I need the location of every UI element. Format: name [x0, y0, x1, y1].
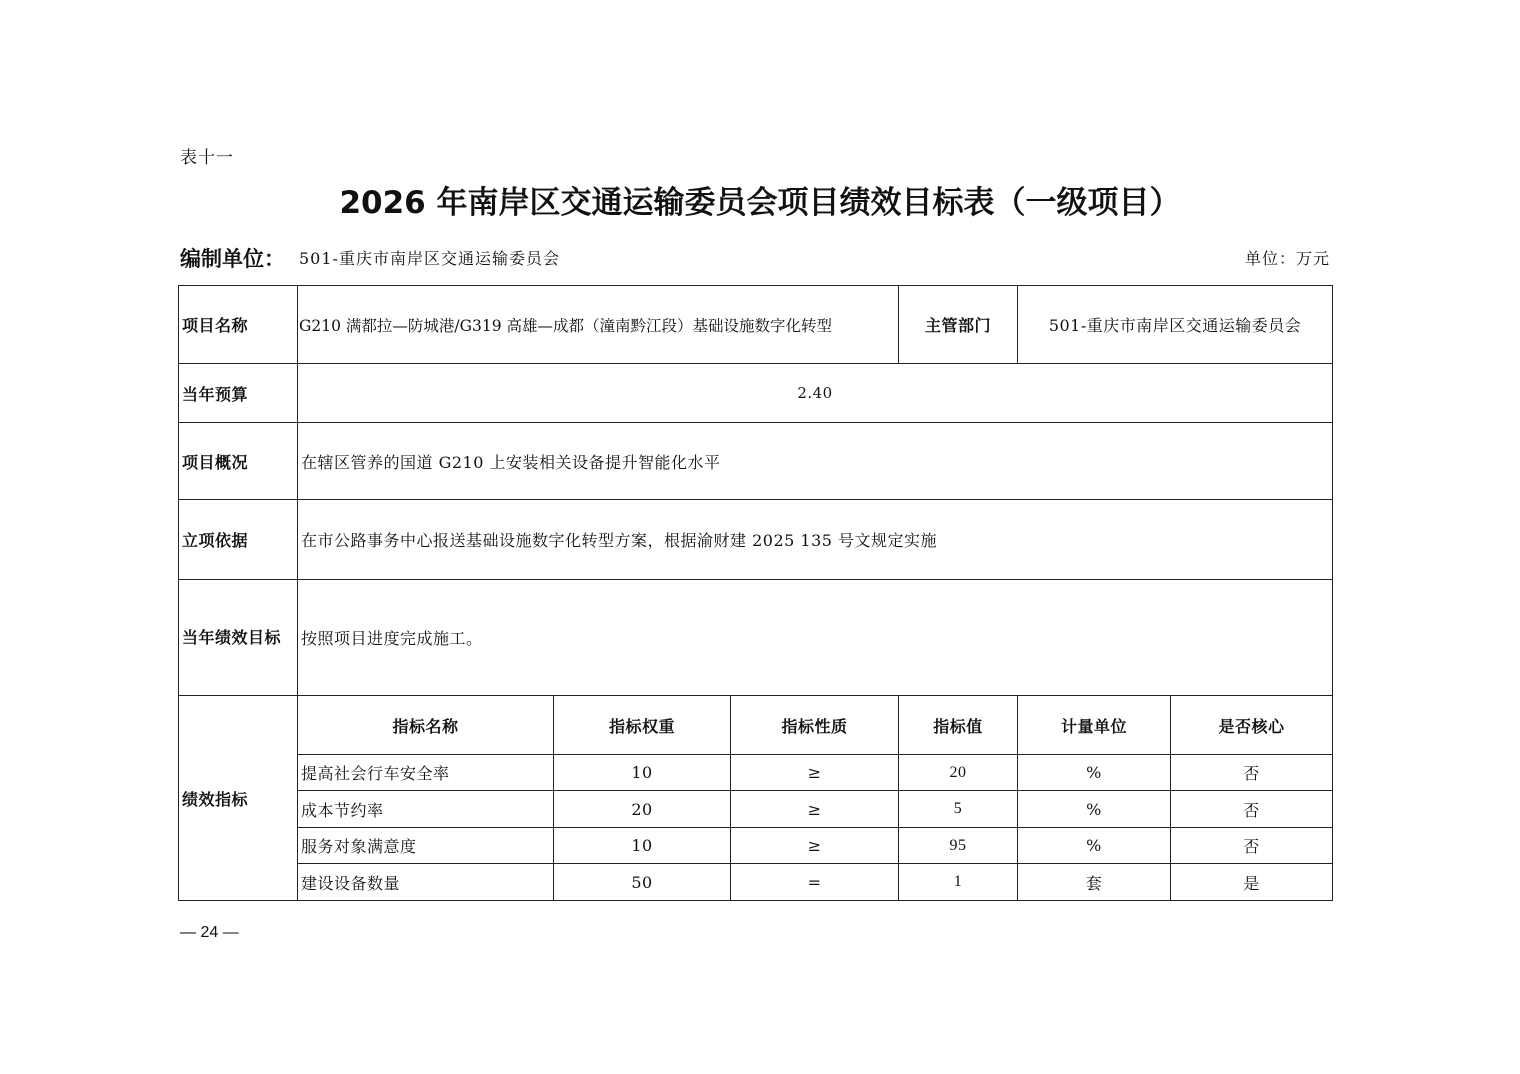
indicator-value: 5	[899, 791, 1018, 828]
column-header: 计量单位	[1018, 696, 1171, 755]
indicator-weight: 10	[554, 755, 731, 791]
currency-unit: 单位：万元	[1244, 249, 1330, 268]
indicator-nature: ≥	[731, 828, 899, 864]
budget-value: 2.40	[298, 364, 1333, 423]
indicator-weight: 10	[554, 828, 731, 864]
indicator-unit: 套	[1018, 864, 1171, 901]
compiler-label: 编制单位：	[180, 246, 285, 271]
dept-value: 501-重庆市南岸区交通运输委员会	[1018, 286, 1333, 364]
indicator-name: 建设设备数量	[298, 864, 554, 901]
indicator-name: 服务对象满意度	[298, 828, 554, 864]
budget-row	[179, 364, 1333, 423]
basis-label: 立项依据	[179, 500, 298, 580]
dept-label: 主管部门	[899, 286, 1018, 364]
project-name-row	[179, 286, 1333, 364]
indicator-core: 否	[1171, 828, 1333, 864]
table-row	[179, 755, 1333, 791]
performance-target-table	[178, 285, 1333, 901]
indicator-value: 95	[899, 828, 1018, 864]
indicator-name: 提高社会行车安全率	[298, 755, 554, 791]
project-name-label: 项目名称	[179, 286, 298, 364]
indicator-header-row	[179, 696, 1333, 755]
overview-label: 项目概况	[179, 423, 298, 500]
indicator-weight: 50	[554, 864, 731, 901]
goal-row	[179, 580, 1333, 696]
indicator-nature: ≥	[731, 791, 899, 828]
indicator-unit: %	[1018, 828, 1171, 864]
basis-value: 在市公路事务中心报送基础设施数字化转型方案，根据渝财建 2025 135 号文规定实施	[298, 500, 1333, 580]
goal-value: 按照项目进度完成施工。	[298, 580, 1333, 696]
indicator-core: 否	[1171, 791, 1333, 828]
column-header: 是否核心	[1171, 696, 1333, 755]
project-name-value: G210 满都拉—防城港/G319 高雄—成都（潼南黔江段）基础设施数字化转型	[298, 286, 899, 364]
indicator-core: 否	[1171, 755, 1333, 791]
indicator-name: 成本节约率	[298, 791, 554, 828]
basis-row	[179, 500, 1333, 580]
indicators-section-label: 绩效指标	[179, 696, 298, 901]
page-number: — 24 —	[180, 924, 239, 941]
column-header: 指标权重	[554, 696, 731, 755]
column-header: 指标性质	[731, 696, 899, 755]
budget-label: 当年预算	[179, 364, 298, 423]
column-header: 指标名称	[298, 696, 554, 755]
indicator-unit: %	[1018, 791, 1171, 828]
table-row	[179, 828, 1333, 864]
goal-label: 当年绩效目标	[179, 580, 298, 696]
indicator-nature: ≥	[731, 755, 899, 791]
column-header: 指标值	[899, 696, 1018, 755]
compiler-value: 501-重庆市南岸区交通运输委员会	[299, 249, 560, 268]
table-row	[179, 791, 1333, 828]
indicator-core: 是	[1171, 864, 1333, 901]
table-label: 表十一	[180, 148, 234, 168]
indicator-weight: 20	[554, 791, 731, 828]
overview-row	[179, 423, 1333, 500]
indicator-unit: %	[1018, 755, 1171, 791]
indicator-nature: =	[731, 864, 899, 901]
indicator-value: 20	[899, 755, 1018, 791]
table-row	[179, 864, 1333, 901]
page-title: 2026 年南岸区交通运输委员会项目绩效目标表（一级项目）	[339, 185, 1181, 221]
indicator-value: 1	[899, 864, 1018, 901]
overview-value: 在辖区管养的国道 G210 上安装相关设备提升智能化水平	[298, 423, 1333, 500]
